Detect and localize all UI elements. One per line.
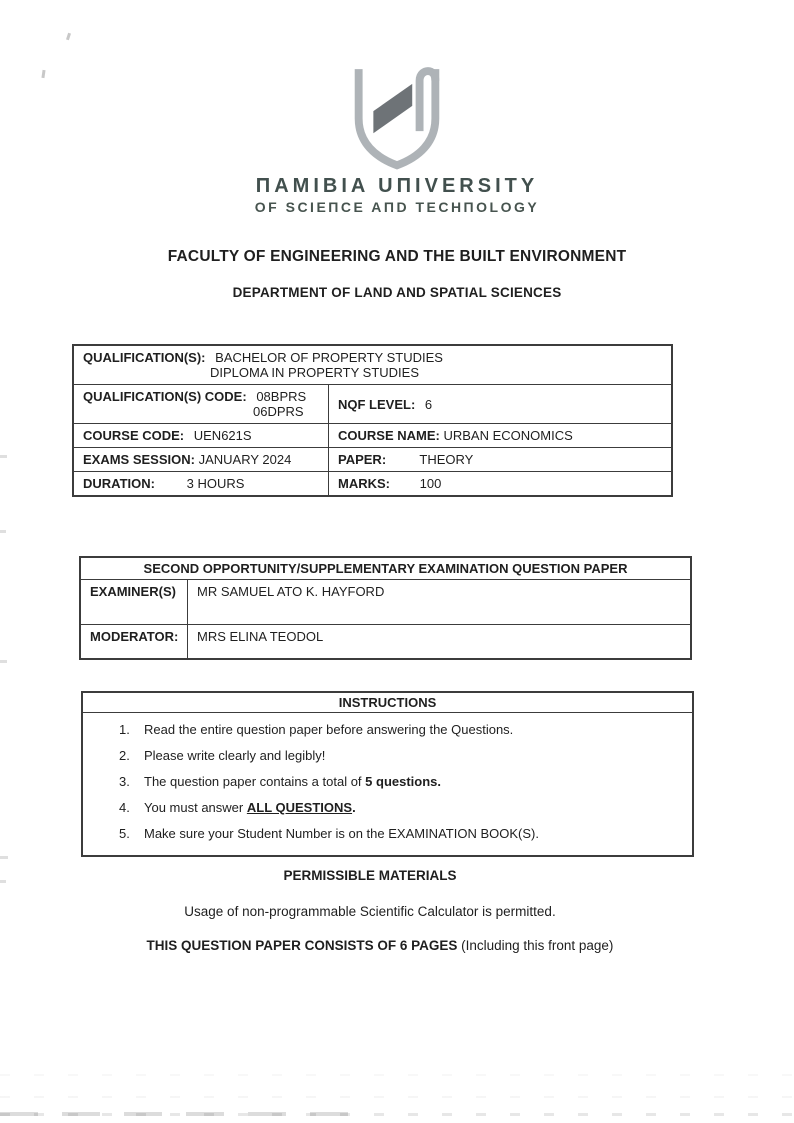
course-code-value: UEN621S (193, 428, 252, 443)
course-code-cell (74, 424, 329, 447)
moderator-value: MRS ELINA TEODOL (197, 629, 324, 644)
university-name: ΠAMIBIA UΠIVERSITY (255, 175, 539, 197)
qualification-row (74, 346, 671, 384)
nqf-level-cell (329, 385, 671, 423)
nqf-level-label: NQF LEVEL: (338, 396, 416, 412)
instructions-list (83, 713, 692, 855)
qualification-label: QUALIFICATION(S): (83, 350, 206, 365)
moderator-label: MODERATOR: (81, 625, 188, 658)
scan-edge-mark (0, 660, 7, 663)
paper-cell (329, 448, 671, 471)
course-info-table (72, 344, 673, 497)
course-name-label: COURSE NAME: (338, 428, 440, 443)
instruction-item-2 (93, 747, 682, 765)
marks-value: 100 (419, 476, 442, 491)
page-count-bold: THIS QUESTION PAPER CONSISTS OF 6 PAGES (146, 938, 458, 953)
scan-edge-mark (0, 880, 6, 883)
department-heading: DEPARTMENT OF LAND AND SPATIAL SCIENCES (232, 285, 562, 300)
instructions-table (81, 691, 694, 857)
instruction-text: Make sure your Student Number is on the EXAMINATION BOOK(S). (144, 826, 539, 841)
university-name-sub: OF SCIEΠCE AΠD TECHΠOLOGY (254, 199, 540, 215)
faculty-heading: FACULTY OF ENGINEERING AND THE BUILT ENVIRONMENT (167, 248, 627, 265)
examiner-label: EXAMINER(S) (81, 580, 188, 624)
course-code-label: COURSE CODE: (83, 428, 185, 443)
examiner-row (81, 579, 690, 624)
paper-value: THEORY (419, 452, 474, 467)
instruction-item-5 (93, 825, 682, 843)
exams-session-value: JANUARY 2024 (198, 452, 292, 467)
nqf-level-value: 6 (424, 396, 433, 412)
instruction-number: 2. (119, 748, 130, 763)
instruction-item-1 (93, 721, 682, 739)
course-code-row (74, 423, 671, 447)
qualification-code-cell (74, 385, 329, 423)
instruction-text: Please write clearly and legibly! (144, 748, 326, 763)
nust-shield-icon (338, 66, 456, 170)
instruction-text: The question paper contains a total of 5 questions. (144, 774, 442, 789)
instruction-number: 3. (119, 774, 130, 789)
qualification-value-1: BACHELOR OF PROPERTY STUDIES (215, 350, 443, 365)
page-count-note (60, 938, 700, 953)
examiner-value: MR SAMUEL ATO K. HAYFORD (197, 584, 385, 599)
duration-label: DURATION: (83, 476, 155, 491)
exams-session-label: EXAMS SESSION: (83, 452, 195, 467)
scan-noise-line (0, 1112, 350, 1116)
scan-noise-line (0, 1096, 794, 1098)
permissible-materials-text: Usage of non-programmable Scientific Calculator is permitted. (184, 904, 556, 919)
university-logo (0, 66, 794, 175)
qualification-code-value-2: 06DPRS (253, 404, 304, 419)
scan-speck (66, 33, 71, 41)
instruction-text: You must answer ALL QUESTIONS. (144, 800, 356, 815)
qualification-code-row (74, 384, 671, 423)
scan-edge-mark (0, 455, 7, 458)
instruction-number: 5. (119, 826, 130, 841)
paper-label: PAPER: (338, 452, 387, 467)
instruction-item-3 (93, 773, 682, 791)
instruction-number: 4. (119, 800, 130, 815)
instruction-text: Read the entire question paper before answering the Questions. (144, 722, 514, 737)
duration-cell (74, 472, 329, 495)
marks-cell (329, 472, 671, 495)
qualification-code-value-1: 08BPRS (256, 389, 307, 404)
scan-edge-mark (0, 856, 8, 859)
scan-edge-mark (0, 530, 6, 533)
instruction-item-4 (93, 799, 682, 817)
instructions-heading: INSTRUCTIONS (83, 693, 692, 713)
course-name-value: URBAN ECONOMICS (443, 428, 573, 443)
examiner-table (79, 556, 692, 660)
instruction-number: 1. (119, 722, 130, 737)
exam-paper-type: SECOND OPPORTUNITY/SUPPLEMENTARY EXAMINATION QUESTION PAPER (143, 561, 628, 576)
qualification-code-label: QUALIFICATION(S) CODE: (83, 389, 247, 404)
exams-session-row (74, 447, 671, 471)
duration-value: 3 HOURS (186, 476, 245, 491)
exams-session-cell (74, 448, 329, 471)
qualification-cell (74, 346, 671, 384)
page-count-normal: (Including this front page) (457, 938, 614, 953)
exam-paper-type-row (81, 558, 690, 579)
qualification-value-2: DIPLOMA IN PROPERTY STUDIES (210, 365, 420, 380)
marks-label: MARKS: (338, 476, 390, 491)
course-name-cell (329, 424, 671, 447)
permissible-materials-heading: PERMISSIBLE MATERIALS (283, 868, 457, 883)
moderator-row (81, 624, 690, 658)
duration-row (74, 471, 671, 495)
scan-noise-line (0, 1074, 794, 1076)
